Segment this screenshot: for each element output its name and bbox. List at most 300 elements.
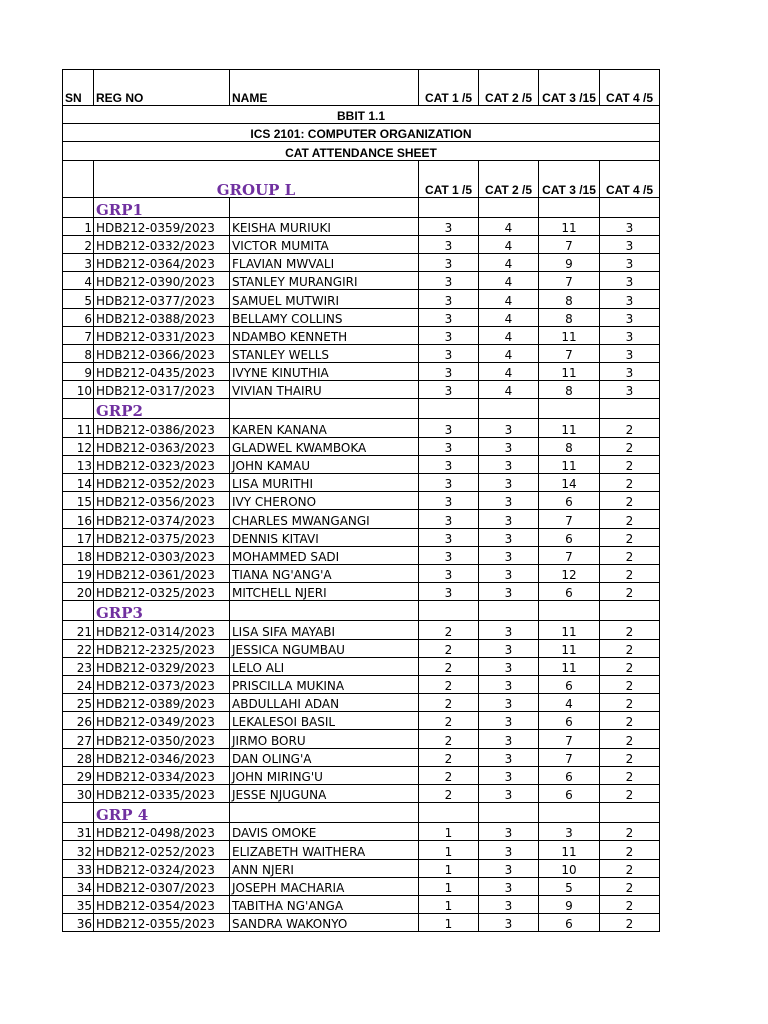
cat1-score: 3 [419, 510, 479, 528]
cat4-score: 2 [600, 841, 660, 859]
cat2-score: 3 [479, 621, 539, 639]
student-name: LELO ALI [230, 657, 419, 675]
cat1-score: 2 [419, 785, 479, 803]
cat2-score: 3 [479, 492, 539, 510]
cat1-score: 3 [419, 474, 479, 492]
student-name: PRISCILLA MUKINA [230, 675, 419, 693]
cat4-score: 2 [600, 510, 660, 528]
serial-number: 14 [63, 474, 94, 492]
empty-cell [63, 399, 94, 419]
student-name: LISA SIFA MAYABI [230, 621, 419, 639]
sheet-title: CAT ATTENDANCE SHEET [63, 142, 660, 160]
table-row [63, 877, 660, 895]
cat1-score: 3 [419, 381, 479, 399]
cat2-score: 3 [479, 455, 539, 473]
cat2-score: 3 [479, 639, 539, 657]
reg-number: HDB212-0307/2023 [94, 877, 230, 895]
empty-cell [63, 601, 94, 621]
cat1-score: 3 [419, 253, 479, 271]
student-name: SAMUEL MUTWIRI [230, 290, 419, 308]
cat1-score: 3 [419, 217, 479, 235]
table-row [63, 914, 660, 932]
empty-cell [479, 803, 539, 823]
reg-number: HDB212-0435/2023 [94, 363, 230, 381]
cat4-score: 2 [600, 859, 660, 877]
table-row [63, 766, 660, 784]
cat1-score: 2 [419, 621, 479, 639]
table-row [63, 564, 660, 582]
cat4-score: 2 [600, 694, 660, 712]
cat4-score: 2 [600, 437, 660, 455]
cat3-score: 11 [539, 363, 600, 381]
group-header-cat4: CAT 4 /5 [600, 160, 660, 197]
cat2-score: 3 [479, 675, 539, 693]
reg-number: HDB212-0335/2023 [94, 785, 230, 803]
cat1-score: 3 [419, 564, 479, 582]
table-row [63, 528, 660, 546]
cat2-score: 3 [479, 583, 539, 601]
student-name: KEISHA MURIUKI [230, 217, 419, 235]
serial-number: 36 [63, 914, 94, 932]
cat4-score: 3 [600, 326, 660, 344]
cat4-score: 3 [600, 308, 660, 326]
group-row [63, 601, 660, 621]
cat4-score: 2 [600, 914, 660, 932]
student-name: ANN NJERI [230, 859, 419, 877]
cat2-score: 3 [479, 437, 539, 455]
cat1-score: 1 [419, 895, 479, 913]
student-name: ELIZABETH WAITHERA [230, 841, 419, 859]
serial-number: 22 [63, 639, 94, 657]
cat3-score: 8 [539, 381, 600, 399]
serial-number: 6 [63, 308, 94, 326]
empty-cell [419, 399, 479, 419]
reg-number: HDB212-0352/2023 [94, 474, 230, 492]
cat1-score: 3 [419, 272, 479, 290]
cat4-score: 3 [600, 363, 660, 381]
cat4-score: 2 [600, 546, 660, 564]
reg-number: HDB212-0386/2023 [94, 419, 230, 437]
serial-number: 34 [63, 877, 94, 895]
cat1-score: 3 [419, 583, 479, 601]
student-name: GLADWEL KWAMBOKA [230, 437, 419, 455]
cat3-score: 7 [539, 235, 600, 253]
cat1-score: 2 [419, 712, 479, 730]
cat4-score: 2 [600, 657, 660, 675]
cat2-score: 3 [479, 657, 539, 675]
cat4-score: 2 [600, 528, 660, 546]
empty-cell [479, 399, 539, 419]
cat2-score: 3 [479, 895, 539, 913]
cat1-score: 2 [419, 694, 479, 712]
cat4-score: 2 [600, 730, 660, 748]
cat4-score: 3 [600, 217, 660, 235]
cat4-score: 2 [600, 621, 660, 639]
table-row [63, 823, 660, 841]
table-row [63, 546, 660, 564]
student-name: NDAMBO KENNETH [230, 326, 419, 344]
reg-number: HDB212-0364/2023 [94, 253, 230, 271]
group-title: GROUP L [94, 160, 419, 197]
cat3-score: 7 [539, 272, 600, 290]
empty-cell [419, 197, 479, 217]
cat4-score: 2 [600, 455, 660, 473]
serial-number: 13 [63, 455, 94, 473]
serial-number: 25 [63, 694, 94, 712]
column-header-row [63, 70, 660, 106]
student-name: JOHN MIRING'U [230, 766, 419, 784]
cat3-score: 9 [539, 895, 600, 913]
cat2-score: 4 [479, 344, 539, 362]
cat2-score: 3 [479, 510, 539, 528]
serial-number: 3 [63, 253, 94, 271]
student-name: KAREN KANANA [230, 419, 419, 437]
cat1-score: 3 [419, 308, 479, 326]
reg-number: HDB212-0389/2023 [94, 694, 230, 712]
serial-number: 26 [63, 712, 94, 730]
cat1-score: 1 [419, 841, 479, 859]
cat4-score: 2 [600, 712, 660, 730]
reg-number: HDB212-0317/2023 [94, 381, 230, 399]
cat1-score: 1 [419, 914, 479, 932]
cat3-score: 7 [539, 344, 600, 362]
cat4-score: 2 [600, 474, 660, 492]
cat1-score: 2 [419, 675, 479, 693]
serial-number: 19 [63, 564, 94, 582]
cat1-score: 1 [419, 859, 479, 877]
cat3-score: 6 [539, 675, 600, 693]
student-name: VICTOR MUMITA [230, 235, 419, 253]
empty-cell [63, 803, 94, 823]
table-row [63, 712, 660, 730]
cat3-score: 12 [539, 564, 600, 582]
cat1-score: 3 [419, 492, 479, 510]
cat4-score: 3 [600, 235, 660, 253]
student-name: IVYNE KINUTHIA [230, 363, 419, 381]
cat3-score: 7 [539, 730, 600, 748]
table-row [63, 748, 660, 766]
student-name: DENNIS KITAVI [230, 528, 419, 546]
student-name: TIANA NG'ANG'A [230, 564, 419, 582]
cat3-score: 5 [539, 877, 600, 895]
header-name: NAME [230, 70, 419, 106]
cat4-score: 2 [600, 823, 660, 841]
reg-number: HDB212-0354/2023 [94, 895, 230, 913]
cat2-score: 4 [479, 235, 539, 253]
header-cat3: CAT 3 /15 [539, 70, 600, 106]
table-row [63, 675, 660, 693]
empty-cell [600, 197, 660, 217]
table-row [63, 639, 660, 657]
student-name: MITCHELL NJERI [230, 583, 419, 601]
cat2-score: 3 [479, 766, 539, 784]
cat3-score: 11 [539, 841, 600, 859]
reg-number: HDB212-0323/2023 [94, 455, 230, 473]
student-name: TABITHA NG'ANGA [230, 895, 419, 913]
group-name: GRP3 [94, 601, 230, 621]
cat2-score: 4 [479, 272, 539, 290]
cat2-score: 4 [479, 253, 539, 271]
group-name: GRP1 [94, 197, 230, 217]
serial-number: 31 [63, 823, 94, 841]
cat4-score: 2 [600, 583, 660, 601]
group-header-cat1: CAT 1 /5 [419, 160, 479, 197]
reg-number: HDB212-0375/2023 [94, 528, 230, 546]
cat1-score: 3 [419, 326, 479, 344]
header-cat1: CAT 1 /5 [419, 70, 479, 106]
cat2-score: 4 [479, 308, 539, 326]
student-name: DAVIS OMOKE [230, 823, 419, 841]
cat1-score: 3 [419, 437, 479, 455]
empty-cell [539, 197, 600, 217]
cat2-score: 3 [479, 841, 539, 859]
cat2-score: 3 [479, 419, 539, 437]
serial-number: 15 [63, 492, 94, 510]
serial-number: 20 [63, 583, 94, 601]
serial-number: 17 [63, 528, 94, 546]
table-row [63, 583, 660, 601]
student-name: VIVIAN THAIRU [230, 381, 419, 399]
table-row [63, 326, 660, 344]
student-name: LISA MURITHI [230, 474, 419, 492]
empty-cell [539, 601, 600, 621]
cat1-score: 3 [419, 528, 479, 546]
reg-number: HDB212-0349/2023 [94, 712, 230, 730]
serial-number: 12 [63, 437, 94, 455]
cat3-score: 7 [539, 546, 600, 564]
table-row [63, 492, 660, 510]
student-name: STANLEY MURANGIRI [230, 272, 419, 290]
table-row [63, 841, 660, 859]
serial-number: 2 [63, 235, 94, 253]
cat3-score: 6 [539, 528, 600, 546]
table-row [63, 895, 660, 913]
cat4-score: 3 [600, 344, 660, 362]
reg-number: HDB212-0355/2023 [94, 914, 230, 932]
reg-number: HDB212-0334/2023 [94, 766, 230, 784]
reg-number: HDB212-0377/2023 [94, 290, 230, 308]
cat1-score: 2 [419, 657, 479, 675]
cat3-score: 11 [539, 657, 600, 675]
empty-cell [600, 399, 660, 419]
serial-number: 10 [63, 381, 94, 399]
reg-number: HDB212-0331/2023 [94, 326, 230, 344]
reg-number: HDB212-0325/2023 [94, 583, 230, 601]
reg-number: HDB212-0390/2023 [94, 272, 230, 290]
cat2-score: 3 [479, 546, 539, 564]
table-row [63, 217, 660, 235]
group-row [63, 399, 660, 419]
cat3-score: 6 [539, 583, 600, 601]
table-row [63, 455, 660, 473]
banner-row [63, 106, 660, 124]
cat1-score: 3 [419, 455, 479, 473]
student-name: MOHAMMED SADI [230, 546, 419, 564]
cat3-score: 6 [539, 492, 600, 510]
cat1-score: 1 [419, 877, 479, 895]
reg-number: HDB212-0329/2023 [94, 657, 230, 675]
cat4-score: 2 [600, 785, 660, 803]
empty-cell [63, 160, 94, 197]
cat2-score: 4 [479, 326, 539, 344]
cat4-score: 2 [600, 419, 660, 437]
empty-cell [230, 803, 419, 823]
banner-row [63, 142, 660, 160]
empty-cell [419, 803, 479, 823]
serial-number: 5 [63, 290, 94, 308]
student-name: SANDRA WAKONYO [230, 914, 419, 932]
serial-number: 27 [63, 730, 94, 748]
cat2-score: 3 [479, 877, 539, 895]
cat3-score: 11 [539, 455, 600, 473]
student-name: JESSE NJUGUNA [230, 785, 419, 803]
header-cat2: CAT 2 /5 [479, 70, 539, 106]
cat2-score: 3 [479, 859, 539, 877]
cat4-score: 2 [600, 639, 660, 657]
cat2-score: 4 [479, 381, 539, 399]
serial-number: 21 [63, 621, 94, 639]
group-name: GRP 4 [94, 803, 230, 823]
reg-number: HDB212-0363/2023 [94, 437, 230, 455]
cat2-score: 3 [479, 528, 539, 546]
cat3-score: 11 [539, 621, 600, 639]
table-row [63, 363, 660, 381]
reg-number: HDB212-0361/2023 [94, 564, 230, 582]
cat4-score: 3 [600, 381, 660, 399]
cat4-score: 2 [600, 564, 660, 582]
cat1-score: 2 [419, 639, 479, 657]
cat4-score: 2 [600, 877, 660, 895]
attendance-table [62, 69, 660, 932]
serial-number: 28 [63, 748, 94, 766]
cat2-score: 3 [479, 564, 539, 582]
student-name: IVY CHERONO [230, 492, 419, 510]
cat3-score: 14 [539, 474, 600, 492]
cat1-score: 3 [419, 344, 479, 362]
table-row [63, 859, 660, 877]
reg-number: HDB212-0366/2023 [94, 344, 230, 362]
table-row [63, 730, 660, 748]
cat3-score: 8 [539, 290, 600, 308]
reg-number: HDB212-0388/2023 [94, 308, 230, 326]
serial-number: 1 [63, 217, 94, 235]
table-row [63, 694, 660, 712]
empty-cell [230, 197, 419, 217]
header-reg-no: REG NO [94, 70, 230, 106]
cat3-score: 11 [539, 639, 600, 657]
reg-number: HDB212-0374/2023 [94, 510, 230, 528]
serial-number: 23 [63, 657, 94, 675]
cat2-score: 4 [479, 290, 539, 308]
empty-cell [419, 601, 479, 621]
serial-number: 24 [63, 675, 94, 693]
empty-cell [479, 197, 539, 217]
cat4-score: 2 [600, 895, 660, 913]
student-name: DAN OLING'A [230, 748, 419, 766]
serial-number: 11 [63, 419, 94, 437]
group-name: GRP2 [94, 399, 230, 419]
cat1-score: 2 [419, 748, 479, 766]
student-name: BELLAMY COLLINS [230, 308, 419, 326]
header-sn: SN [63, 70, 94, 106]
empty-cell [479, 601, 539, 621]
serial-number: 8 [63, 344, 94, 362]
cat3-score: 6 [539, 914, 600, 932]
serial-number: 4 [63, 272, 94, 290]
cat2-score: 3 [479, 914, 539, 932]
cat4-score: 3 [600, 253, 660, 271]
cat2-score: 3 [479, 712, 539, 730]
table-row [63, 419, 660, 437]
empty-cell [230, 399, 419, 419]
cat2-score: 3 [479, 730, 539, 748]
table-row [63, 437, 660, 455]
cat3-score: 7 [539, 748, 600, 766]
banner-row [63, 124, 660, 142]
serial-number: 32 [63, 841, 94, 859]
empty-cell [600, 601, 660, 621]
serial-number: 9 [63, 363, 94, 381]
group-header-row [63, 160, 660, 197]
reg-number: HDB212-0332/2023 [94, 235, 230, 253]
reg-number: HDB212-0314/2023 [94, 621, 230, 639]
cat4-score: 3 [600, 290, 660, 308]
group-row [63, 197, 660, 217]
student-name: CHARLES MWANGANGI [230, 510, 419, 528]
cat2-score: 3 [479, 823, 539, 841]
serial-number: 35 [63, 895, 94, 913]
table-row [63, 253, 660, 271]
table-row [63, 308, 660, 326]
cat2-score: 3 [479, 748, 539, 766]
cat1-score: 2 [419, 730, 479, 748]
student-name: JOSEPH MACHARIA [230, 877, 419, 895]
empty-cell [600, 803, 660, 823]
cat1-score: 3 [419, 419, 479, 437]
student-name: FLAVIAN MWVALI [230, 253, 419, 271]
reg-number: HDB212-0373/2023 [94, 675, 230, 693]
cat3-score: 6 [539, 785, 600, 803]
reg-number: HDB212-0324/2023 [94, 859, 230, 877]
cat3-score: 11 [539, 419, 600, 437]
table-row [63, 272, 660, 290]
student-name: JOHN KAMAU [230, 455, 419, 473]
serial-number: 33 [63, 859, 94, 877]
table-row [63, 785, 660, 803]
cat3-score: 7 [539, 510, 600, 528]
table-row [63, 621, 660, 639]
cat2-score: 4 [479, 363, 539, 381]
cat1-score: 2 [419, 766, 479, 784]
reg-number: HDB212-2325/2023 [94, 639, 230, 657]
cat3-score: 8 [539, 437, 600, 455]
cat4-score: 3 [600, 272, 660, 290]
student-name: ABDULLAHI ADAN [230, 694, 419, 712]
group-row [63, 803, 660, 823]
cat2-score: 3 [479, 694, 539, 712]
unit-title: ICS 2101: COMPUTER ORGANIZATION [63, 124, 660, 142]
cat1-score: 3 [419, 290, 479, 308]
serial-number: 16 [63, 510, 94, 528]
table-row [63, 235, 660, 253]
header-cat4: CAT 4 /5 [600, 70, 660, 106]
reg-number: HDB212-0303/2023 [94, 546, 230, 564]
cat4-score: 2 [600, 675, 660, 693]
reg-number: HDB212-0359/2023 [94, 217, 230, 235]
empty-cell [63, 197, 94, 217]
group-header-cat2: CAT 2 /5 [479, 160, 539, 197]
cat3-score: 8 [539, 308, 600, 326]
